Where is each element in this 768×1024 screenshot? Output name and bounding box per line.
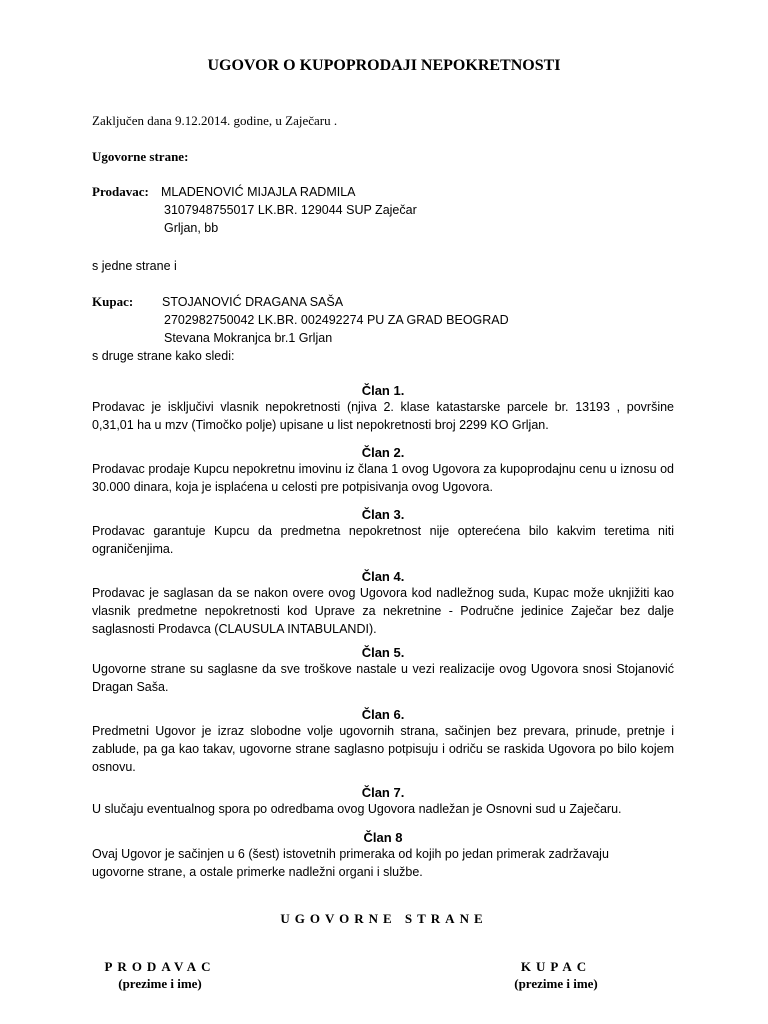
seller-signature-sub: (prezime i ime)	[118, 976, 202, 991]
buyer-signature-block	[496, 959, 616, 992]
seller-label: Prodavac:	[92, 184, 149, 199]
buyer-address: Stevana Mokranjca br.1 Grljan	[164, 331, 333, 345]
article-1-text: Prodavac je isključivi vlasnik nepokretnosti (njiva 2. klase katastarske parcele br. 13193 , površine 0,31,01 ha u mzv (Timočko polje) upisane u list nepokretnosti broj 2299 KO Grljan.	[92, 400, 674, 432]
seller-address: Grljan, bb	[164, 221, 219, 235]
article-7-heading: Član 7.	[361, 785, 405, 800]
article-8-heading: Član 8	[363, 830, 403, 845]
buyer-signature-sub: (prezime i ime)	[514, 976, 598, 991]
article-4-text: Prodavac je saglasan da se nakon overe ovog Ugovora kod nadležnog suda, Kupac može uknjižiti kao vlasnik predmetne nepokretnosti kod Uprave za nekretnine - Područne jedinice Zaječar bez dalje saglasnosti Prodavca (CLAUSULA INTABULANDI).	[92, 586, 674, 636]
article-4-heading: Član 4.	[361, 569, 405, 584]
article-5-text: Ugovorne strane su saglasne da sve troškove nastale u vezi realizacije ovog Ugovora snosi Stojanović Dragan Saša.	[92, 662, 674, 694]
article-6-heading: Član 6.	[361, 707, 405, 722]
seller-signature-label: PRODAVAC	[104, 959, 216, 974]
one-side-line: s jedne strane i	[92, 259, 177, 273]
buyer-id-line: 2702982750042 LK.BR. 002492274 PU ZA GRAD BEOGRAD	[164, 313, 509, 327]
concluded-line: Zaključen dana 9.12.2014. godine, u Zaječaru .	[92, 113, 338, 128]
article-6-text: Predmetni Ugovor je izraz slobodne volje ugovornih strana, sačinjen bez prevara, prinude, pretnje i zablude, pa ga kao takav, ugovorne strane saglasno potpisuju i odriču se raskida Ugovora po bilo kojem osnovu.	[92, 724, 674, 774]
buyer-name: STOJANOVIĆ DRAGANA SAŠA	[162, 295, 344, 309]
article-1-heading: Član 1.	[361, 383, 405, 398]
seller-signature-block	[100, 959, 220, 992]
buyer-label: Kupac:	[92, 294, 134, 309]
seller-id-line: 3107948755017 LK.BR. 129044 SUP Zaječar	[164, 203, 417, 217]
parties-heading: Ugovorne strane:	[92, 149, 189, 164]
article-7-text: U slučaju eventualnog spora po odredbama ovog Ugovora nadležan je Osnovni sud u Zaječaru.	[92, 802, 622, 816]
other-side-line: s druge strane kako sledi:	[92, 349, 235, 363]
article-8-text: Ovaj Ugovor je sačinjen u 6 (šest) istovetnih primeraka od kojih po jedan primerak zadržavaju ugovorne strane, a ostale primerke nadležni organi i službe.	[92, 847, 609, 879]
article-2-heading: Član 2.	[361, 445, 405, 460]
signatures-heading: UGOVORNE STRANE	[280, 911, 488, 926]
buyer-signature-label: KUPAC	[520, 959, 592, 974]
article-3-text: Prodavac garantuje Kupcu da predmetna nepokretnost nije opterećena bilo kakvim teretima niti ograničenjima.	[92, 524, 674, 556]
article-5-heading: Član 5.	[361, 645, 405, 660]
article-2-text: Prodavac prodaje Kupcu nepokretnu imovinu iz člana 1 ovog Ugovora za kupoprodajnu cenu u iznosu od 30.000 dinara, koja je isplaćena u celosti pre potpisivanja ovog Ugovora.	[92, 462, 674, 494]
article-3-heading: Član 3.	[361, 507, 405, 522]
seller-name: MLADENOVIĆ MIJAJLA RADMILA	[161, 185, 356, 199]
document-title: UGOVOR O KUPOPRODAJI NEPOKRETNOSTI	[207, 57, 561, 74]
